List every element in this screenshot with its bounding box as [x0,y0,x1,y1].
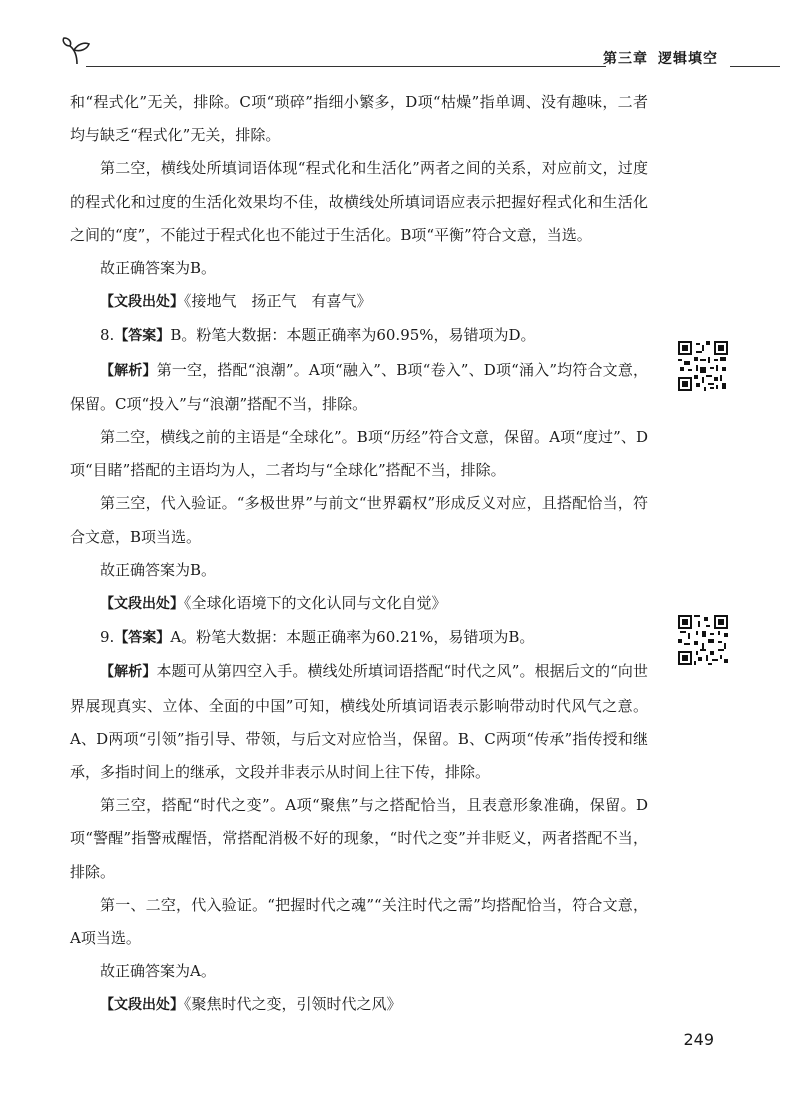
analysis-paragraph: 【解析】第一空，搭配“浪潮”。A项“融入”、B项“卷入”、D项“涌入”均符合文意，保留。C项“投入”与“浪潮”搭配不当，排除。 [70,360,649,413]
paragraph: 第三空，搭配“时代之变”。A项“聚焦”与之搭配恰当，且表意形象准确，保留。D项“警醒”指警戒醒悟，常搭配消极不好的现象，“时代之变”并非贬义，两者搭配不当，排除。 [70,796,648,881]
source-citation: 【文段出处】《聚焦时代之变，引领时代之风》 [100,995,402,1014]
page-header [60,34,780,74]
question-9-answer: 9.【答案】A。粉笔大数据：本题正确率为60.21%，易错项为B。 [100,628,535,647]
analysis-tag: 【解析】 [100,664,157,681]
body-text [70,86,648,1023]
paragraph: 和“程式化”无关，排除。C项“琐碎”指细小繁多，D项“枯燥”指单调、没有趣味，二者均与缺乏“程式化”无关，排除。 [70,93,648,145]
chapter-title: 逻辑填空 [658,51,718,67]
paragraph: 第一、二空，代入验证。“把握时代之魂”“关注时代之需”均搭配恰当，符合文意，A项当选。 [70,895,648,948]
paragraph: 第二空，横线之前的主语是“全球化”。B项“历经”符合文意，保留。A项“度过”、D项“目睹”搭配的主语均为人，二者均与“全球化”搭配不当，排除。 [70,428,648,480]
page-number: 249 [683,1030,714,1049]
analysis-paragraph: 【解析】本题可从第四空入手。横线处所填词语搭配“时代之风”。根据后文的“向世界展现真实、立体、全面的中国”可知，横线处所填词语表示影响带动时代风气之意。A、D两项“引领”指引导、带领，与后文对应恰当，保留。B、C两项“传承”指传授和继承，多指时间上的继承，文段并非表示从时间上往下传，排除。 [70,662,648,782]
header-rule-left [86,66,606,67]
chapter-heading [603,48,718,68]
answer-statement: 故正确答案为B。 [100,560,217,579]
header-rule-right [730,66,780,67]
analysis-tag: 【解析】 [100,362,157,379]
question-8-answer: 8.【答案】B。粉笔大数据：本题正确率为60.95%，易错项为D。 [100,326,536,345]
answer-tag: 【答案】 [114,328,171,345]
chapter-number: 第三章 [603,51,648,67]
source-tag: 【文段出处】 [100,596,184,613]
source-citation: 【文段出处】《全球化语境下的文化认同与文化自觉》 [100,594,447,613]
qr-code-icon[interactable] [678,341,728,391]
answer-statement: 故正确答案为A。 [100,962,216,981]
source-citation: 【文段出处】《接地气 扬正气 有喜气》 [100,292,372,311]
paragraph: 第二空，横线处所填词语体现“程式化和生活化”两者之间的关系，对应前文，过度的程式化和过度的生活化效果均不佳，故横线处所填词语应表示把握好程式化和生活化之间的“度”，不能过于程式化也不能过于生活化。B项“平衡”符合文意，当选。 [70,159,648,244]
source-tag: 【文段出处】 [100,294,184,311]
sprout-icon [60,34,96,70]
answer-statement: 故正确答案为B。 [100,259,217,278]
qr-code-icon[interactable] [678,615,728,665]
answer-tag: 【答案】 [114,630,171,647]
paragraph: 第三空，代入验证。“多极世界”与前文“世界霸权”形成反义对应，且搭配恰当，符合文意，B项当选。 [70,494,648,546]
source-tag: 【文段出处】 [100,997,184,1014]
